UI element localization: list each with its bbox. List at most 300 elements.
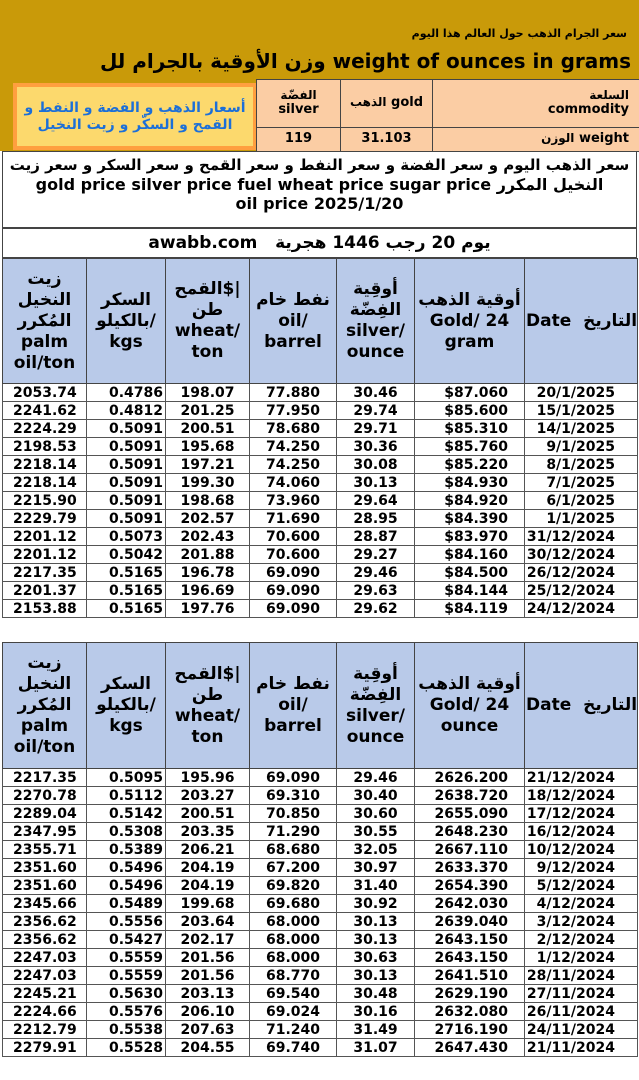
header-silver-line: أوقِية: [353, 663, 398, 684]
cell-silver: 30.60: [337, 805, 415, 823]
header-palm-line: oil/ton: [13, 737, 76, 757]
cell-silver: 30.36: [337, 438, 415, 456]
cell-oil: 74.250: [250, 456, 337, 474]
cell-wheat: 201.56: [166, 967, 250, 985]
cell-sugar: 0.5165: [87, 564, 166, 582]
header-silver-line: الفِضّة: [349, 684, 402, 705]
cell-oil: 71.290: [250, 823, 337, 841]
table-row: [3, 895, 638, 913]
cell-gold: 2626.200: [415, 769, 525, 787]
header-palm-line: oil/ton: [13, 352, 76, 373]
cell-gold: 2654.390: [415, 877, 525, 895]
cell-date: 24/11/2024: [525, 1021, 638, 1039]
cell-date: 31/12/2024: [525, 528, 638, 546]
cell-sugar: 0.5559: [87, 967, 166, 985]
table-row: [3, 1003, 638, 1021]
header-sugar: [87, 643, 166, 769]
cell-palm: 2198.53: [3, 438, 87, 456]
cell-wheat: 202.43: [166, 528, 250, 546]
cell-gold: $85.600: [415, 402, 525, 420]
header-oil-line: oil/: [278, 310, 308, 331]
header-gold-line: Gold/ 24: [429, 310, 510, 331]
cell-date: 26/11/2024: [525, 1003, 638, 1021]
header-gold: [415, 259, 525, 384]
cell-date: 24/12/2024: [525, 600, 638, 618]
cell-palm: 2229.79: [3, 510, 87, 528]
header-date: [525, 259, 638, 384]
cell-sugar: 0.5091: [87, 456, 166, 474]
cell-palm: 2212.79: [3, 1021, 87, 1039]
cell-date: 4/12/2024: [525, 895, 638, 913]
table-row: [3, 913, 638, 931]
cell-wheat: 204.55: [166, 1039, 250, 1057]
cell-date: 16/12/2024: [525, 823, 638, 841]
cell-oil: 73.960: [250, 492, 337, 510]
cell-oil: 69.090: [250, 564, 337, 582]
table-row: [3, 841, 638, 859]
cell-gold: 2647.430: [415, 1039, 525, 1057]
cell-gold: $83.970: [415, 528, 525, 546]
table-row: [3, 402, 638, 420]
cell-date: 15/1/2025: [525, 402, 638, 420]
table-row: [3, 787, 638, 805]
cell-oil: 69.680: [250, 895, 337, 913]
cell-oil: 71.690: [250, 510, 337, 528]
cell-wheat: 203.35: [166, 823, 250, 841]
title-line-ar: سعر الذهب اليوم و سعر الفضة و سعر النفط و سعر القمح و سعر السكر و سعر زيت: [9, 156, 630, 174]
cell-date: 9/1/2025: [525, 438, 638, 456]
cell-date: 30/12/2024: [525, 546, 638, 564]
header-gold-line: أوقية الذهب: [418, 674, 521, 694]
cell-date: 10/12/2024: [525, 841, 638, 859]
cell-sugar: 0.4812: [87, 402, 166, 420]
cell-oil: 68.770: [250, 967, 337, 985]
cell-wheat: 202.17: [166, 931, 250, 949]
cell-date: 1/12/2024: [525, 949, 638, 967]
table-row: [3, 510, 638, 528]
cell-oil: 69.024: [250, 1003, 337, 1021]
weight-label-en: weight: [578, 131, 629, 147]
cell-silver: 30.55: [337, 823, 415, 841]
table-row: [3, 456, 638, 474]
cell-silver: 30.13: [337, 913, 415, 931]
header-date: [525, 643, 638, 769]
cell-gold: $84.390: [415, 510, 525, 528]
cell-date: 26/12/2024: [525, 564, 638, 582]
cell-palm: 2201.37: [3, 582, 87, 600]
cell-gold: $84.119: [415, 600, 525, 618]
ounce-weight-table: [256, 79, 639, 152]
cell-gold: $84.160: [415, 546, 525, 564]
cell-gold: 2639.040: [415, 913, 525, 931]
cell-sugar: 0.5556: [87, 913, 166, 931]
cell-wheat: 200.51: [166, 805, 250, 823]
cell-gold: 2667.110: [415, 841, 525, 859]
header-palm: [3, 643, 87, 769]
cell-gold: $85.310: [415, 420, 525, 438]
cell-palm: 2053.74: [3, 384, 87, 402]
table-row: [3, 877, 638, 895]
cell-silver: 30.97: [337, 859, 415, 877]
cell-wheat: 201.25: [166, 402, 250, 420]
cell-sugar: 0.5091: [87, 474, 166, 492]
cell-oil: 77.950: [250, 402, 337, 420]
table-row: [3, 384, 638, 402]
cell-oil: 69.540: [250, 985, 337, 1003]
cell-date: 28/11/2024: [525, 967, 638, 985]
silver-label-en: silver: [278, 101, 319, 117]
header-palm-line: palm: [20, 331, 69, 352]
cell-wheat: 201.56: [166, 949, 250, 967]
cell-wheat: 197.76: [166, 600, 250, 618]
header-sugar: [87, 259, 166, 384]
cell-wheat: 206.10: [166, 1003, 250, 1021]
cell-sugar: 0.5576: [87, 1003, 166, 1021]
table-row: [3, 546, 638, 564]
cell-gold: $84.920: [415, 492, 525, 510]
cell-gold: 2655.090: [415, 805, 525, 823]
header-wheat-line: wheat/: [174, 705, 241, 726]
header-sugar-line: بالكيلو/: [96, 695, 156, 715]
cell-palm: 2351.60: [3, 859, 87, 877]
cell-silver: 30.13: [337, 931, 415, 949]
cell-sugar: 0.5528: [87, 1039, 166, 1057]
header-date-en: Date: [526, 695, 572, 715]
header-oil: [250, 259, 337, 384]
cell-wheat: 196.69: [166, 582, 250, 600]
cell-wheat: 203.13: [166, 985, 250, 1003]
cell-gold: $84.500: [415, 564, 525, 582]
table-row: [3, 967, 638, 985]
cell-sugar: 0.5538: [87, 1021, 166, 1039]
cell-gold: 2629.190: [415, 985, 525, 1003]
cell-wheat: 204.19: [166, 859, 250, 877]
silver-ounce-grams: 119: [257, 128, 341, 152]
cell-oil: 74.060: [250, 474, 337, 492]
cell-oil: 78.680: [250, 420, 337, 438]
cell-gold: 2633.370: [415, 859, 525, 877]
table-header-row: [3, 259, 638, 384]
cell-oil: 68.000: [250, 931, 337, 949]
cell-gold: 2632.080: [415, 1003, 525, 1021]
cell-palm: 2356.62: [3, 913, 87, 931]
cell-wheat: 195.96: [166, 769, 250, 787]
cell-sugar: 0.5308: [87, 823, 166, 841]
cell-date: 20/1/2025: [525, 384, 638, 402]
cell-wheat: 199.30: [166, 474, 250, 492]
cell-sugar: 0.5042: [87, 546, 166, 564]
header-silver: [337, 643, 415, 769]
cell-sugar: 0.5091: [87, 510, 166, 528]
header-palm-line: زيت: [27, 653, 62, 673]
cell-sugar: 0.5496: [87, 859, 166, 877]
cell-oil: 69.090: [250, 769, 337, 787]
site-url: awabb.com: [148, 233, 258, 253]
cell-gold: $87.060: [415, 384, 525, 402]
cell-gold: 2648.230: [415, 823, 525, 841]
cell-silver: 28.95: [337, 510, 415, 528]
cell-oil: 69.310: [250, 787, 337, 805]
table-row: [3, 985, 638, 1003]
header-wheat-line: طن: [191, 684, 224, 705]
silver-label-cell: [257, 80, 341, 128]
table-row: [3, 528, 638, 546]
table-row: [3, 600, 638, 618]
cell-wheat: 199.68: [166, 895, 250, 913]
cell-date: 2/12/2024: [525, 931, 638, 949]
cell-wheat: 195.68: [166, 438, 250, 456]
cell-silver: 29.46: [337, 769, 415, 787]
cell-sugar: 0.5427: [87, 931, 166, 949]
cell-palm: 2245.21: [3, 985, 87, 1003]
cell-sugar: 0.5095: [87, 769, 166, 787]
cell-date: 6/1/2025: [525, 492, 638, 510]
cell-sugar: 0.5142: [87, 805, 166, 823]
header-gold-line: gram: [444, 331, 495, 352]
cell-wheat: 201.88: [166, 546, 250, 564]
header-oil-line: نفط خام: [256, 289, 330, 310]
header-gold: [415, 643, 525, 769]
cell-silver: 28.87: [337, 528, 415, 546]
cell-gold: 2642.030: [415, 895, 525, 913]
cell-oil: 71.240: [250, 1021, 337, 1039]
header-palm-line: palm: [20, 716, 69, 736]
cell-date: 17/12/2024: [525, 805, 638, 823]
cell-palm: 2289.04: [3, 805, 87, 823]
weight-label-cell: [433, 128, 639, 152]
cell-gold: $84.930: [415, 474, 525, 492]
commodity-label-en: commodity: [547, 101, 629, 117]
cell-silver: 32.05: [337, 841, 415, 859]
cell-palm: 2218.14: [3, 474, 87, 492]
table-row: [3, 769, 638, 787]
cell-sugar: 0.5091: [87, 438, 166, 456]
cell-date: 5/12/2024: [525, 877, 638, 895]
gold-label-en: gold: [391, 95, 424, 111]
cell-wheat: 207.63: [166, 1021, 250, 1039]
cell-gold: 2716.190: [415, 1021, 525, 1039]
cell-sugar: 0.5091: [87, 492, 166, 510]
header-silver-line: الفِضّة: [349, 300, 402, 320]
cell-palm: 2153.88: [3, 600, 87, 618]
cell-palm: 2345.66: [3, 895, 87, 913]
cell-date: 3/12/2024: [525, 913, 638, 931]
cell-oil: 68.680: [250, 841, 337, 859]
header-wheat-line: ton: [191, 726, 224, 747]
cell-silver: 30.92: [337, 895, 415, 913]
table-row: [3, 805, 638, 823]
cell-sugar: 0.5112: [87, 787, 166, 805]
header-wheat-line: ton: [191, 342, 224, 362]
cell-oil: 67.200: [250, 859, 337, 877]
header-date-ar: التاريخ: [583, 695, 638, 715]
header-subtitle: سعر الجرام الذهب حول العالم هذا اليوم: [411, 27, 627, 40]
cell-sugar: 0.5389: [87, 841, 166, 859]
table-row: [3, 949, 638, 967]
header-palm-line: المُكرر: [17, 310, 72, 331]
cell-wheat: 198.07: [166, 384, 250, 402]
cell-palm: 2215.90: [3, 492, 87, 510]
cell-palm: 2355.71: [3, 841, 87, 859]
prices-table-ounces: [2, 642, 638, 1057]
header-sugar-line: بالكيلو/: [96, 310, 156, 331]
header-sugar-line: السكر: [101, 289, 151, 310]
cell-date: 14/1/2025: [525, 420, 638, 438]
cell-palm: 2356.62: [3, 931, 87, 949]
header-silver-line: ounce: [346, 726, 405, 747]
cell-palm: 2247.03: [3, 949, 87, 967]
cell-oil: 68.000: [250, 949, 337, 967]
cell-oil: 70.600: [250, 546, 337, 564]
cell-wheat: 203.27: [166, 787, 250, 805]
header-silver-line: ounce: [346, 342, 405, 362]
cell-wheat: 202.57: [166, 510, 250, 528]
commodity-label-ar: السلعة: [589, 88, 629, 103]
header-palm-line: النخيل: [17, 289, 72, 310]
cell-sugar: 0.5165: [87, 582, 166, 600]
cell-gold: 2638.720: [415, 787, 525, 805]
cell-date: 21/11/2024: [525, 1039, 638, 1057]
cell-silver: 31.07: [337, 1039, 415, 1057]
cell-silver: 29.63: [337, 582, 415, 600]
cell-sugar: 0.5091: [87, 420, 166, 438]
cell-wheat: 198.68: [166, 492, 250, 510]
header-oil-line: oil/: [278, 695, 308, 715]
header-oil-line: barrel: [264, 716, 322, 736]
table-row: [3, 823, 638, 841]
cell-date: 9/12/2024: [525, 859, 638, 877]
header-silver-line: silver/: [346, 321, 405, 341]
header-gold-line: أوقية الذهب: [418, 289, 521, 310]
cell-palm: 2241.62: [3, 402, 87, 420]
cell-date: 8/1/2025: [525, 456, 638, 474]
cell-sugar: 0.4786: [87, 384, 166, 402]
cell-date: 25/12/2024: [525, 582, 638, 600]
cell-gold: 2641.510: [415, 967, 525, 985]
cell-oil: 69.090: [250, 600, 337, 618]
cell-palm: 2347.95: [3, 823, 87, 841]
cell-date: 18/12/2024: [525, 787, 638, 805]
header-palm-line: النخيل: [17, 674, 72, 694]
cell-wheat: 206.21: [166, 841, 250, 859]
header-oil: [250, 643, 337, 769]
cell-palm: 2270.78: [3, 787, 87, 805]
cell-wheat: 203.64: [166, 913, 250, 931]
header-wheat-line: wheat/: [174, 321, 241, 341]
cell-oil: 70.850: [250, 805, 337, 823]
cell-silver: 30.13: [337, 474, 415, 492]
table-row: [3, 1021, 638, 1039]
header-palm-line: المُكرر: [17, 695, 72, 715]
cell-silver: 29.71: [337, 420, 415, 438]
cell-sugar: 0.5559: [87, 949, 166, 967]
table-row: [3, 492, 638, 510]
cell-palm: 2201.12: [3, 528, 87, 546]
title-line-date: oil price 2025/1/20: [235, 194, 404, 213]
cell-oil: 74.250: [250, 438, 337, 456]
cell-sugar: 0.5630: [87, 985, 166, 1003]
table-row: [3, 564, 638, 582]
gold-label-cell: [341, 80, 433, 128]
header-oil-line: نفط خام: [256, 674, 330, 694]
cell-silver: 29.46: [337, 564, 415, 582]
cell-silver: 30.48: [337, 985, 415, 1003]
commodity-label-cell: [433, 80, 639, 128]
hijri-date: يوم 20 رجب 1446 هجرية: [275, 233, 491, 253]
cell-silver: 29.62: [337, 600, 415, 618]
header-silver-line: silver/: [346, 705, 405, 726]
cell-date: 7/1/2025: [525, 474, 638, 492]
cell-palm: 2351.60: [3, 877, 87, 895]
cell-sugar: 0.5489: [87, 895, 166, 913]
cell-palm: 2224.66: [3, 1003, 87, 1021]
header-silver-line: أوقِية: [353, 279, 398, 299]
gold-ounce-grams: 31.103: [341, 128, 433, 152]
cell-palm: 2224.29: [3, 420, 87, 438]
header-sugar-line: kgs: [109, 331, 143, 352]
cell-oil: 69.820: [250, 877, 337, 895]
header-wheat: [166, 259, 250, 384]
header-gold-line: ounce: [440, 716, 499, 736]
cell-silver: 30.08: [337, 456, 415, 474]
cell-gold: $85.220: [415, 456, 525, 474]
table-row: [3, 859, 638, 877]
cell-palm: 2279.91: [3, 1039, 87, 1057]
silver-label-ar: الفضّة: [280, 88, 317, 103]
table-header-row: [3, 643, 638, 769]
table-row: [3, 420, 638, 438]
table-row: [3, 931, 638, 949]
cell-gold: 2643.150: [415, 931, 525, 949]
table-row: [3, 582, 638, 600]
table-row: [3, 438, 638, 456]
header-wheat-line: القمح$|: [174, 279, 241, 299]
page-title-block: [2, 151, 637, 228]
cell-wheat: 200.51: [166, 420, 250, 438]
cell-palm: 2218.14: [3, 456, 87, 474]
title-line-en: gold price silver price fuel wheat price sugar price النخيل المكرر: [35, 175, 604, 194]
header-palm: [3, 259, 87, 384]
cell-palm: 2217.35: [3, 564, 87, 582]
header-title: وزن الأوقية بالجرام لل weight of ounces in grams: [99, 49, 631, 73]
cell-oil: 68.000: [250, 913, 337, 931]
weight-label-ar: الوزن: [541, 131, 575, 146]
cell-sugar: 0.5496: [87, 877, 166, 895]
cell-wheat: 196.78: [166, 564, 250, 582]
site-date-bar: [2, 228, 637, 258]
commodities-badge: أسعار الذهب و الفضة و النفط و القمح و السكّر و زيت النخيل: [13, 83, 257, 150]
cell-date: 1/1/2025: [525, 510, 638, 528]
table-row: [3, 474, 638, 492]
cell-silver: 29.74: [337, 402, 415, 420]
cell-sugar: 0.5073: [87, 528, 166, 546]
cell-oil: 69.090: [250, 582, 337, 600]
cell-silver: 29.64: [337, 492, 415, 510]
header-sugar-line: kgs: [109, 716, 143, 736]
cell-gold: $84.144: [415, 582, 525, 600]
cell-date: 21/12/2024: [525, 769, 638, 787]
header-gold-line: Gold/ 24: [429, 695, 510, 715]
cell-silver: 30.40: [337, 787, 415, 805]
header-date-en: Date: [526, 310, 572, 331]
cell-silver: 30.63: [337, 949, 415, 967]
header-silver: [337, 259, 415, 384]
header-wheat-line: طن: [191, 300, 224, 320]
cell-oil: 69.740: [250, 1039, 337, 1057]
gold-label-ar: الذهب: [349, 95, 387, 110]
prices-table-grams: [2, 258, 638, 618]
header-oil-line: barrel: [264, 331, 322, 352]
